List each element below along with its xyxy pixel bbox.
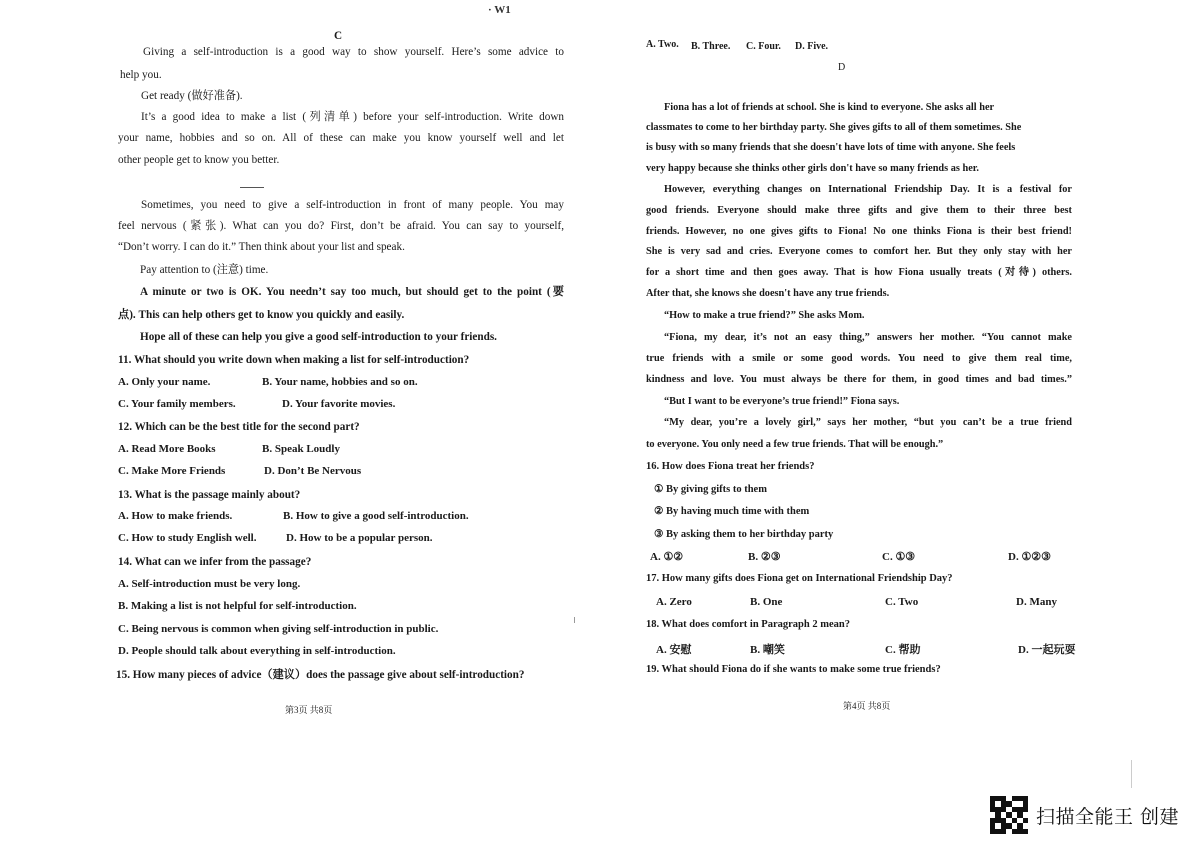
q16-item-1: ① By giving gifts to them bbox=[654, 484, 767, 495]
passage-d-line: “How to make a true friend?” She asks Mom. bbox=[664, 310, 865, 321]
scanner-watermark bbox=[990, 796, 1179, 834]
option-a: A. Zero bbox=[656, 596, 692, 608]
passage-d-line: She is very sad and cries. Everyone comes to comfort her. But they only stay with her bbox=[646, 246, 1072, 257]
section-letter-d: D bbox=[838, 62, 846, 73]
q16-item-2: ② By having much time with them bbox=[654, 506, 810, 517]
passage-c-line: Giving a self-introduction is a good way to show yourself. Here’s some advice to bbox=[143, 46, 564, 58]
option-b: B. 嘲笑 bbox=[750, 644, 785, 656]
option-d: D. How to be a popular person. bbox=[286, 532, 433, 544]
page-footer-left: 第3页 共8页 bbox=[285, 705, 333, 715]
option-a: A. How to make friends. bbox=[118, 510, 233, 522]
option-c: C. ①③ bbox=[882, 551, 916, 563]
passage-d-line: good friends. Everyone should make three gifts and give them to their three best bbox=[646, 205, 1072, 216]
passage-d-line: After that, she knows she doesn't have any true friends. bbox=[646, 288, 890, 299]
option-b: B. Your name, hobbies and so on. bbox=[262, 376, 418, 388]
question-13: 13. What is the passage mainly about? bbox=[118, 489, 301, 501]
passage-d-line: classmates to come to her birthday party. She gives gifts to all of them sometimes. She bbox=[646, 122, 1022, 133]
qr-code-icon bbox=[990, 796, 1028, 834]
page-footer-right: 第4页 共8页 bbox=[843, 701, 891, 711]
option-b: B. Speak Loudly bbox=[262, 443, 340, 455]
passage-d-line: for a short time and then goes away. That is how Fiona usually treats (对待) others. bbox=[646, 267, 1072, 278]
q15-option-d: D. Five. bbox=[795, 41, 829, 52]
option-c: C. 帮助 bbox=[885, 644, 921, 656]
q15-option-c: C. Four. bbox=[746, 41, 781, 52]
passage-c-line: It’s a good idea to make a list (列清单) before your self-introduction. Write down bbox=[141, 111, 564, 123]
passage-c-line: other people get to know you better. bbox=[118, 154, 280, 166]
question-18: 18. What does comfort in Paragraph 2 mean? bbox=[646, 619, 850, 630]
question-11: 11. What should you write down when making a list for self-introduction? bbox=[118, 354, 470, 366]
option-c: C. Being nervous is common when giving self-introduction in public. bbox=[118, 623, 439, 635]
scan-edge bbox=[1131, 760, 1132, 788]
passage-c-line: 点). This can help others get to know you quickly and easily. bbox=[118, 309, 405, 321]
passage-d-line: is busy with so many friends that she doesn't have lots of time with anyone. She feels bbox=[646, 142, 1016, 153]
option-b: B. ②③ bbox=[748, 551, 781, 563]
option-c: C. Make More Friends bbox=[118, 465, 226, 477]
passage-c-line: help you. bbox=[120, 69, 162, 81]
option-a: A. Only your name. bbox=[118, 376, 211, 388]
passage-d-line: However, everything changes on International Friendship Day. It is a festival for bbox=[664, 184, 1072, 195]
option-a: A. Read More Books bbox=[118, 443, 216, 455]
section-divider bbox=[240, 187, 264, 188]
question-14: 14. What can we infer from the passage? bbox=[118, 556, 312, 568]
option-b: B. One bbox=[750, 596, 783, 608]
passage-c-line: feel nervous (紧张). What can you do? First, don’t be afraid. You can say to yourself, bbox=[118, 220, 564, 232]
passage-c-line: your name, hobbies and so on. All of these can make you know yourself well and let bbox=[118, 132, 564, 144]
passage-c-line: A minute or two is OK. You needn’t say too much, but should get to the point (要 bbox=[140, 286, 564, 298]
passage-c-line: Get ready (做好准备). bbox=[141, 90, 243, 102]
option-a: A. Self-introduction must be very long. bbox=[118, 578, 301, 590]
question-12: 12. Which can be the best title for the second part? bbox=[118, 421, 360, 433]
passage-c-line: “Don’t worry. I can do it.” Then think about your list and speak. bbox=[118, 241, 405, 253]
passage-d-line: “Fiona, my dear, it’s not an easy thing,” answers her mother. “You cannot make bbox=[664, 332, 1072, 343]
option-a: A. 安慰 bbox=[656, 644, 692, 656]
option-a: A. ①② bbox=[650, 551, 684, 563]
scanner-label: 扫描全能王 创建 bbox=[1036, 805, 1180, 828]
passage-d-line: very happy because she thinks other girls don't have so many friends as her. bbox=[646, 163, 979, 174]
option-d: D. Many bbox=[1016, 596, 1057, 608]
scan-speck bbox=[574, 617, 575, 623]
option-d: D. Your favorite movies. bbox=[282, 398, 396, 410]
top-mark: · W1 bbox=[488, 4, 511, 16]
q15-option-a: A. Two. bbox=[646, 39, 679, 50]
question-15: 15. How many pieces of advice（建议）does the passage give about self-introduction? bbox=[116, 669, 525, 681]
passage-d-line: kindness and love. You must always be there for them, in good times and bad times.” bbox=[646, 374, 1072, 385]
question-19: 19. What should Fiona do if she wants to make some true friends? bbox=[646, 664, 941, 675]
option-c: C. How to study English well. bbox=[118, 532, 257, 544]
option-d: D. People should talk about everything in self-introduction. bbox=[118, 645, 396, 657]
passage-d-line: to everyone. You only need a few true friends. That will be enough.” bbox=[646, 439, 944, 450]
option-d: D. 一起玩耍 bbox=[1018, 644, 1076, 656]
question-16: 16. How does Fiona treat her friends? bbox=[646, 461, 815, 472]
q16-item-3: ③ By asking them to her birthday party bbox=[654, 529, 834, 540]
passage-d-line: friends. However, no one gives gifts to Fiona! No one thinks Fiona is their best friend! bbox=[646, 226, 1072, 237]
option-c: C. Two bbox=[885, 596, 919, 608]
option-b: B. How to give a good self-introduction. bbox=[283, 510, 469, 522]
section-letter-c: C bbox=[333, 30, 343, 42]
q15-option-b: B. Three. bbox=[691, 41, 731, 52]
option-d: D. ①②③ bbox=[1008, 551, 1052, 563]
passage-d-line: “But I want to be everyone’s true friend!” Fiona says. bbox=[664, 396, 900, 407]
option-d: D. Don’t Be Nervous bbox=[264, 465, 362, 477]
option-b: B. Making a list is not helpful for self-introduction. bbox=[118, 600, 357, 612]
passage-d-line: “My dear, you’re a lovely girl,” says her mother, “but you can’t be a true friend bbox=[664, 417, 1072, 428]
passage-c-line: Pay attention to (注意) time. bbox=[140, 264, 269, 276]
option-c: C. Your family members. bbox=[118, 398, 236, 410]
question-17: 17. How many gifts does Fiona get on International Friendship Day? bbox=[646, 573, 953, 584]
passage-c-line: Sometimes, you need to give a self-introduction in front of many people. You may bbox=[141, 199, 564, 211]
passage-c-line: Hope all of these can help you give a good self-introduction to your friends. bbox=[140, 331, 497, 343]
passage-d-line: true friends with a smile or some good words. You need to give them real time, bbox=[646, 353, 1072, 364]
passage-d-line: Fiona has a lot of friends at school. She is kind to everyone. She asks all her bbox=[664, 102, 995, 113]
